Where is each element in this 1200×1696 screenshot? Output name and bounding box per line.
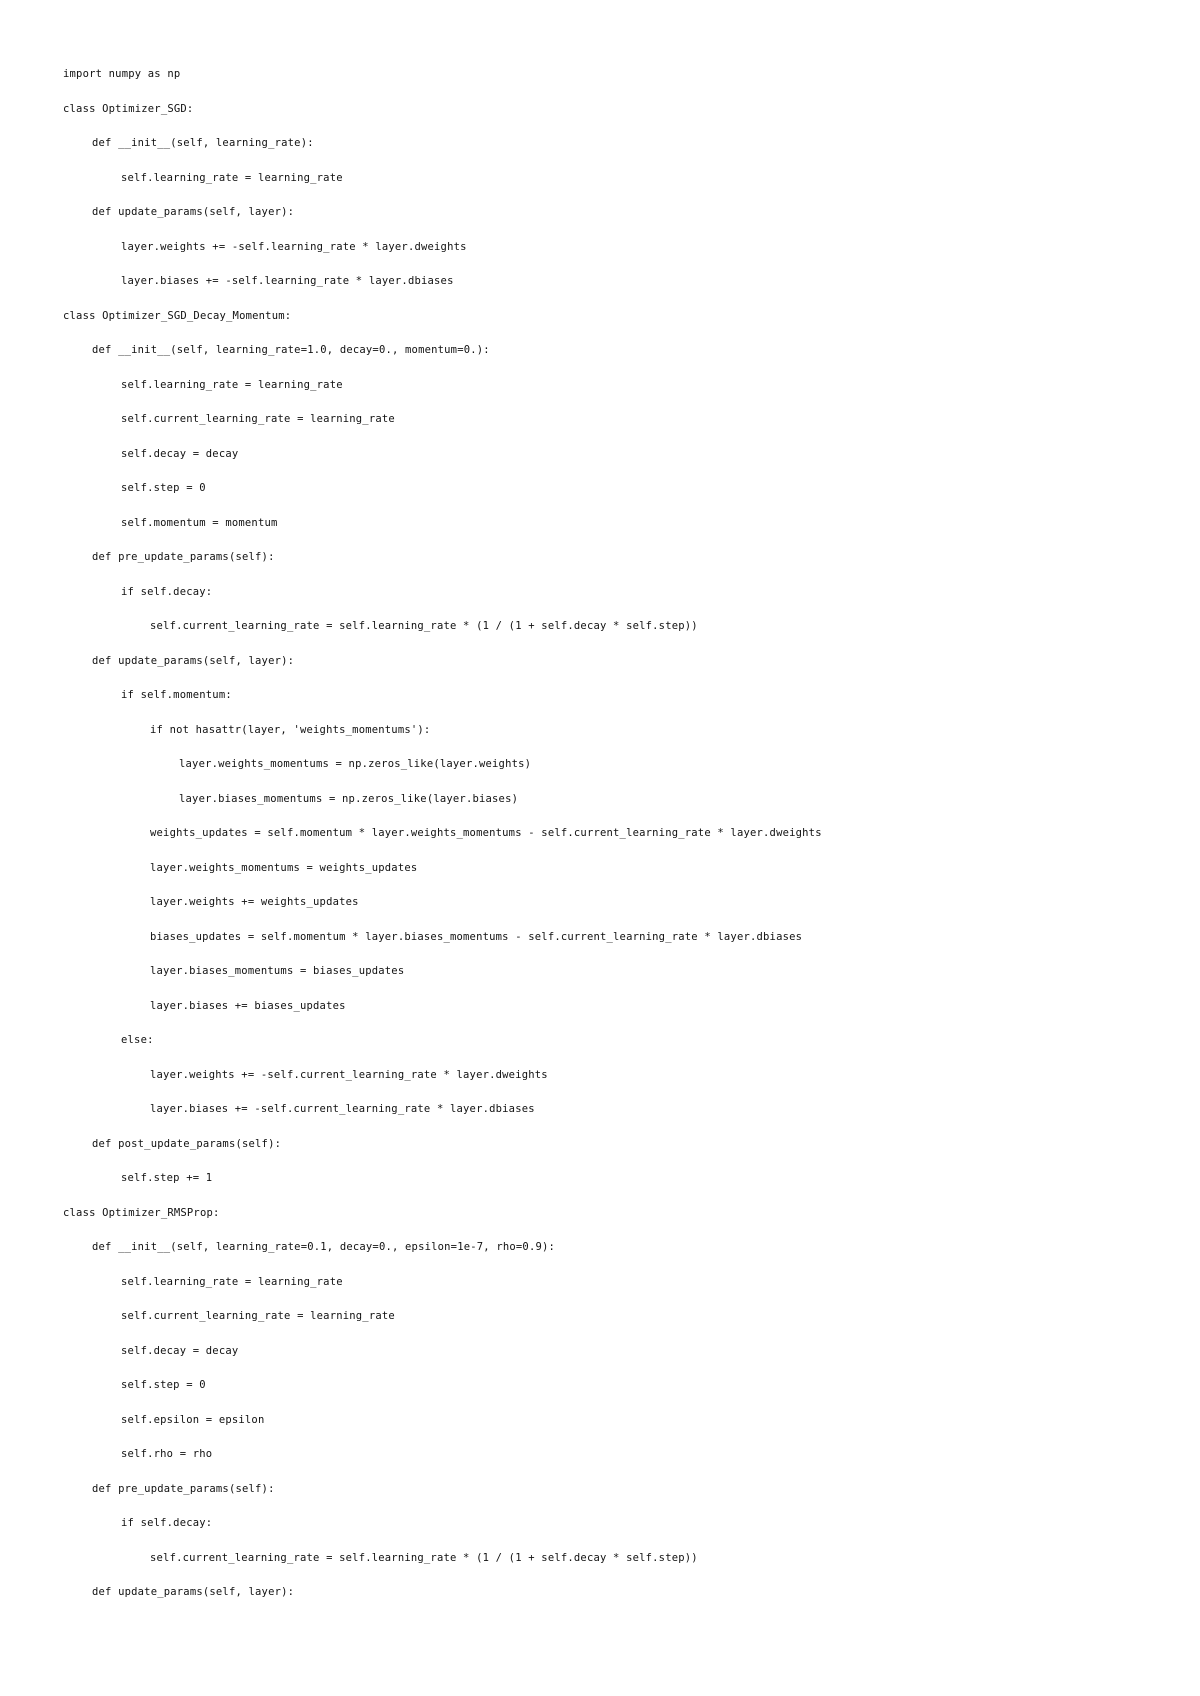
code-line: class Optimizer_SGD_Decay_Momentum: xyxy=(63,309,292,322)
code-line: self.current_learning_rate = self.learning_rate * (1 / (1 + self.decay * self.step)) xyxy=(150,1551,698,1564)
code-line: self.learning_rate = learning_rate xyxy=(121,1275,343,1288)
code-line: def __init__(self, learning_rate): xyxy=(92,137,314,149)
code-line: self.learning_rate = learning_rate xyxy=(121,378,343,391)
code-line: self.current_learning_rate = learning_rate xyxy=(121,413,395,425)
code-line: layer.biases += -self.current_learning_rate * layer.dbiases xyxy=(150,1103,535,1115)
code-line: layer.weights_momentums = weights_updates xyxy=(150,861,418,874)
code-line: layer.weights += -self.learning_rate * layer.dweights xyxy=(121,240,467,253)
code-line: if self.momentum: xyxy=(121,689,232,701)
code-line: def update_params(self, layer): xyxy=(92,206,295,218)
code-line: class Optimizer_RMSProp: xyxy=(63,1206,220,1219)
code-line: self.decay = decay xyxy=(121,447,239,460)
code-line: biases_updates = self.momentum * layer.biases_momentums - self.current_learning_rate * layer.dbiases xyxy=(150,930,803,943)
code-line: weights_updates = self.momentum * layer.weights_momentums - self.current_learning_rate * layer.dweights xyxy=(150,827,822,839)
code-line: self.decay = decay xyxy=(121,1344,239,1357)
code-line: if self.decay: xyxy=(121,585,213,598)
code-page xyxy=(63,66,1163,1619)
code-line: def pre_update_params(self): xyxy=(92,551,275,563)
code-line: layer.biases_momentums = np.zeros_like(layer.biases) xyxy=(179,792,519,805)
code-line: self.epsilon = epsilon xyxy=(121,1413,265,1426)
code-line: if not hasattr(layer, 'weights_momentums'): xyxy=(150,723,431,736)
code-line: layer.biases += biases_updates xyxy=(150,999,346,1012)
code-line: def post_update_params(self): xyxy=(92,1137,282,1150)
code-line: layer.biases += -self.learning_rate * layer.dbiases xyxy=(121,275,454,287)
code-line: def __init__(self, learning_rate=1.0, decay=0., momentum=0.): xyxy=(92,344,490,356)
code-line: import numpy as np xyxy=(63,68,181,80)
code-line: self.current_learning_rate = self.learning_rate * (1 / (1 + self.decay * self.step)) xyxy=(150,620,698,632)
code-line: def pre_update_params(self): xyxy=(92,1482,275,1495)
code-line: def update_params(self, layer): xyxy=(92,1586,295,1598)
code-line: self.learning_rate = learning_rate xyxy=(121,171,343,184)
code-line: class Optimizer_SGD: xyxy=(63,102,194,115)
code-line: layer.biases_momentums = biases_updates xyxy=(150,965,405,977)
code-line: layer.weights += -self.current_learning_rate * layer.dweights xyxy=(150,1068,548,1081)
code-line: else: xyxy=(121,1034,154,1046)
code-line: layer.weights += weights_updates xyxy=(150,896,359,908)
code-line: self.rho = rho xyxy=(121,1448,213,1460)
code-line: layer.weights_momentums = np.zeros_like(layer.weights) xyxy=(179,758,532,770)
code-line: self.step = 0 xyxy=(121,1379,206,1391)
code-line: def __init__(self, learning_rate=0.1, decay=0., epsilon=1e-7, rho=0.9): xyxy=(92,1241,556,1253)
code-line: self.current_learning_rate = learning_rate xyxy=(121,1310,395,1322)
code-line: self.step += 1 xyxy=(121,1172,213,1184)
code-line: if self.decay: xyxy=(121,1517,213,1529)
code-line: def update_params(self, layer): xyxy=(92,654,295,667)
code-line: self.momentum = momentum xyxy=(121,516,278,529)
code-line: self.step = 0 xyxy=(121,482,206,494)
